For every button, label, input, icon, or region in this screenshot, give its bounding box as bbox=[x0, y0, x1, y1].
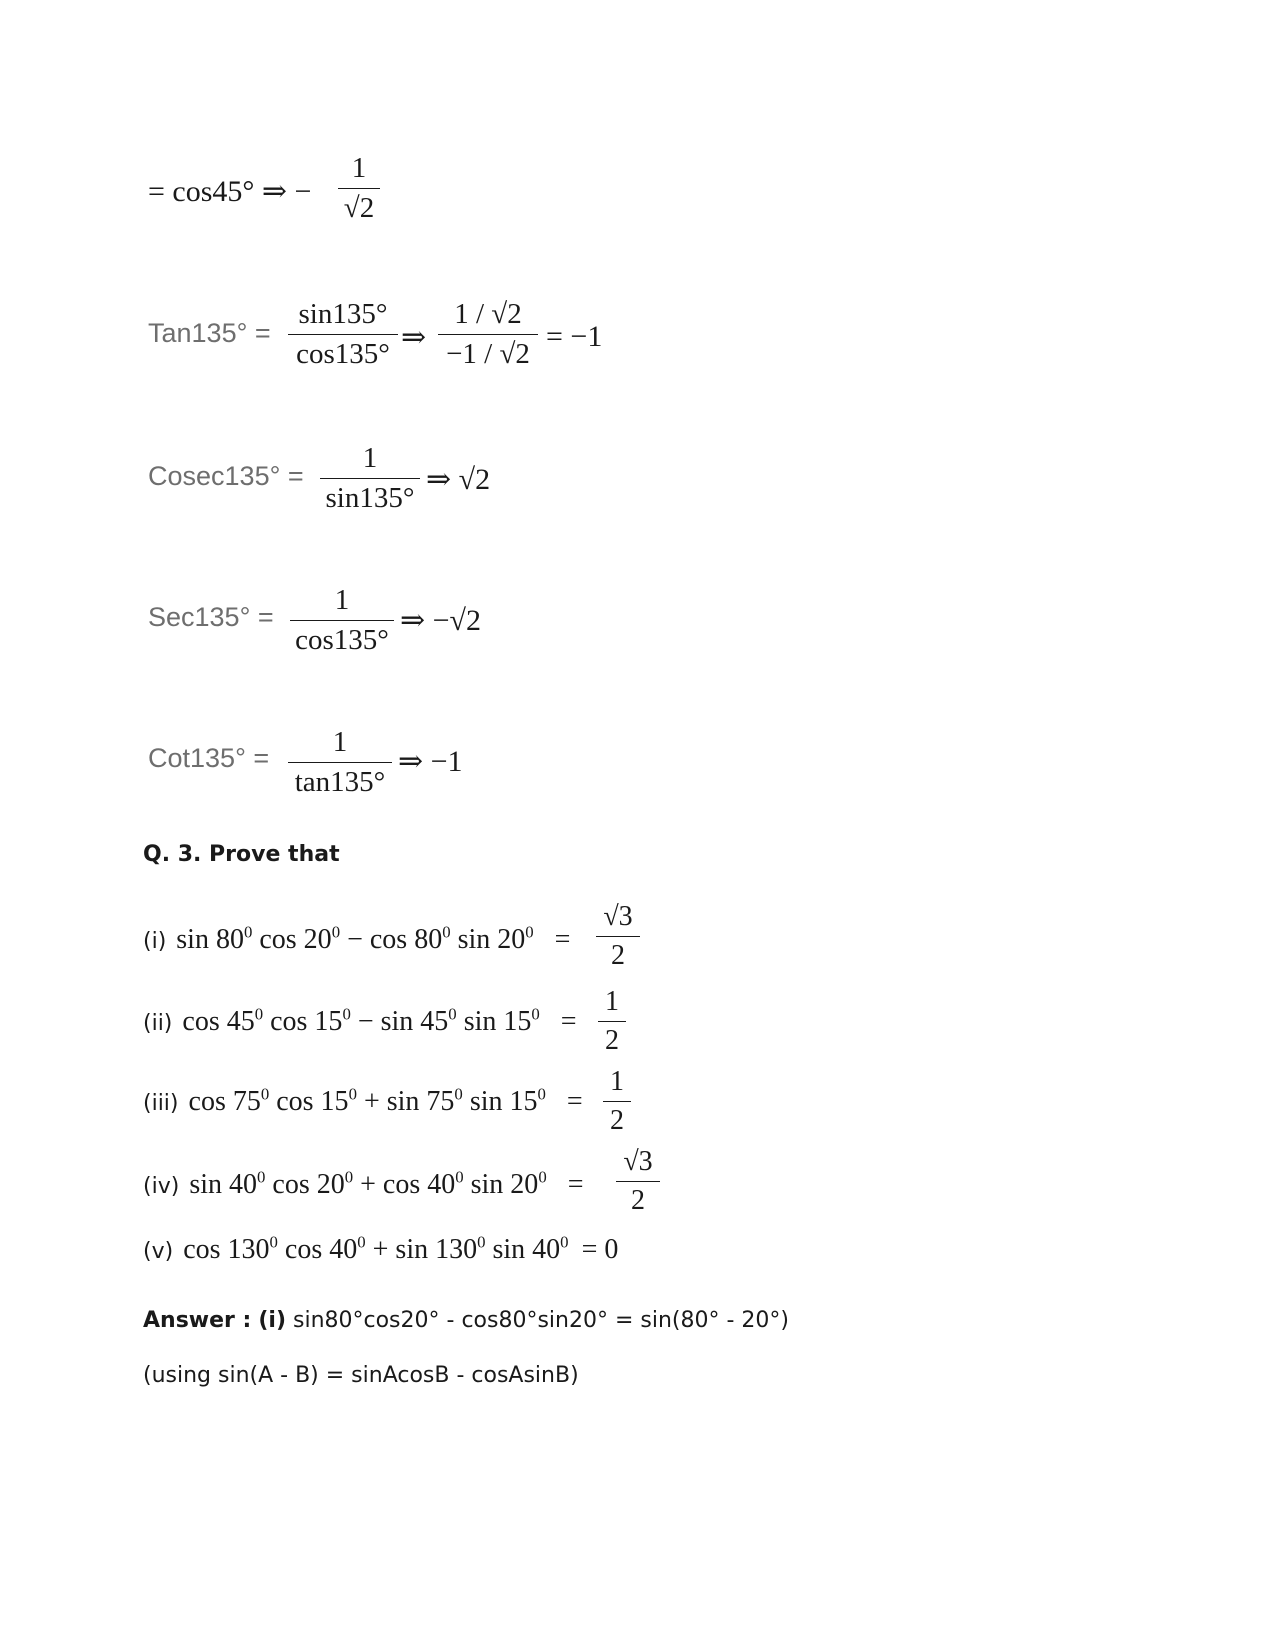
fraction-denominator: 2 bbox=[631, 1185, 645, 1216]
tan135-fraction-1 bbox=[288, 300, 398, 369]
fraction-bar bbox=[616, 1181, 660, 1182]
fraction-bar bbox=[438, 334, 538, 335]
fraction-numerator: sin135° bbox=[298, 298, 388, 330]
part-label: (ii) bbox=[143, 1011, 173, 1036]
fraction-bar bbox=[288, 762, 392, 763]
fraction-numerator: 1 bbox=[362, 442, 378, 474]
fraction-numerator: 1 bbox=[605, 986, 619, 1017]
cot135-label: Cot135° = bbox=[148, 743, 270, 773]
fraction-numerator: 1 bbox=[332, 726, 348, 758]
part-label: (i) bbox=[143, 929, 167, 954]
cos45-text: = cos45° ⇒ − bbox=[148, 175, 312, 208]
fraction-denominator: sin135° bbox=[325, 482, 415, 514]
cot135-result: ⇒ −1 bbox=[398, 745, 463, 778]
cosec135-fraction bbox=[320, 444, 420, 513]
question-heading: Q. 3. Prove that bbox=[143, 842, 340, 867]
part-ii bbox=[143, 1006, 577, 1038]
fraction-denominator: cos135° bbox=[295, 624, 389, 656]
implies-arrow: ⇒ bbox=[401, 321, 427, 354]
part-iv-fraction bbox=[616, 1148, 660, 1215]
sec135-result: ⇒ −√2 bbox=[400, 604, 482, 637]
cosec135-label: Cosec135° = bbox=[148, 461, 304, 491]
fraction-numerator: √3 bbox=[623, 1146, 653, 1177]
fraction-numerator: 1 / √2 bbox=[454, 298, 522, 330]
part-label: (iii) bbox=[143, 1091, 179, 1116]
fraction-bar bbox=[338, 188, 380, 189]
answer-label: Answer : bbox=[143, 1308, 252, 1333]
answer-line bbox=[143, 1308, 789, 1333]
part-expression: $\sin 80^0$ $\cos 20^0 - \cos 80^0$ $\sin 20^0$ = bbox=[176, 922, 571, 955]
sec135-fraction bbox=[290, 586, 394, 655]
cot135-fraction bbox=[288, 728, 392, 797]
fraction-denominator: 2 bbox=[610, 1105, 624, 1136]
part-expression: $\cos 130^0$ $\cos 40^0 + \sin 130^0$ $\sin 40^0 = 0$ bbox=[183, 1232, 619, 1265]
fraction-denominator: 2 bbox=[605, 1025, 619, 1056]
tan135-result: = −1 bbox=[546, 320, 603, 353]
part-i-fraction bbox=[596, 903, 640, 970]
fraction-bar bbox=[596, 936, 640, 937]
fraction-bar bbox=[288, 334, 398, 335]
part-expression: $\cos 75^0$ $\cos 15^0 + \sin 75^0$ $\sin 15^0$ = bbox=[188, 1084, 583, 1117]
part-iv bbox=[143, 1169, 584, 1201]
fraction-numerator: 1 bbox=[334, 584, 350, 616]
fraction-denominator: cos135° bbox=[296, 338, 390, 370]
tan135-label: Tan135° = bbox=[148, 318, 271, 348]
part-i bbox=[143, 924, 570, 956]
part-expression: $\sin 40^0$ $\cos 20^0 + \cos 40^0$ $\sin 20^0$ = bbox=[189, 1167, 584, 1200]
part-iii bbox=[143, 1086, 583, 1118]
answer-text: sin80°cos20° - cos80°sin20° = sin(80° - 20°) bbox=[286, 1308, 789, 1333]
fraction-denominator: tan135° bbox=[294, 766, 386, 798]
fraction-numerator: 1 bbox=[610, 1066, 624, 1097]
part-label: (iv) bbox=[143, 1174, 180, 1199]
cos45-line bbox=[148, 174, 311, 209]
fraction-denominator: −1 / √2 bbox=[446, 338, 530, 370]
fraction-denominator: 2 bbox=[611, 940, 625, 971]
fraction-numerator: 1 bbox=[351, 152, 367, 184]
cosec135-result: ⇒ √2 bbox=[426, 463, 491, 496]
answer-part: (i) bbox=[258, 1308, 286, 1333]
fraction-bar bbox=[320, 478, 420, 479]
part-ii-fraction bbox=[598, 988, 626, 1055]
tan135-fraction-2 bbox=[438, 300, 538, 369]
part-expression: $\cos 45^0$ $\cos 15^0 - \sin 45^0$ $\sin 15^0$ = bbox=[182, 1004, 577, 1037]
fraction-bar bbox=[603, 1101, 631, 1102]
fraction-numerator: √3 bbox=[603, 901, 633, 932]
fraction-bar bbox=[598, 1021, 626, 1022]
cos45-fraction bbox=[338, 154, 380, 223]
part-label: (v) bbox=[143, 1239, 174, 1264]
part-v bbox=[143, 1234, 618, 1266]
fraction-denominator: √2 bbox=[343, 192, 375, 224]
part-iii-fraction bbox=[603, 1068, 631, 1135]
identity-note: (using sin(A - B) = sinAcosB - cosAsinB) bbox=[143, 1363, 579, 1388]
sec135-label: Sec135° = bbox=[148, 602, 274, 632]
fraction-bar bbox=[290, 620, 394, 621]
